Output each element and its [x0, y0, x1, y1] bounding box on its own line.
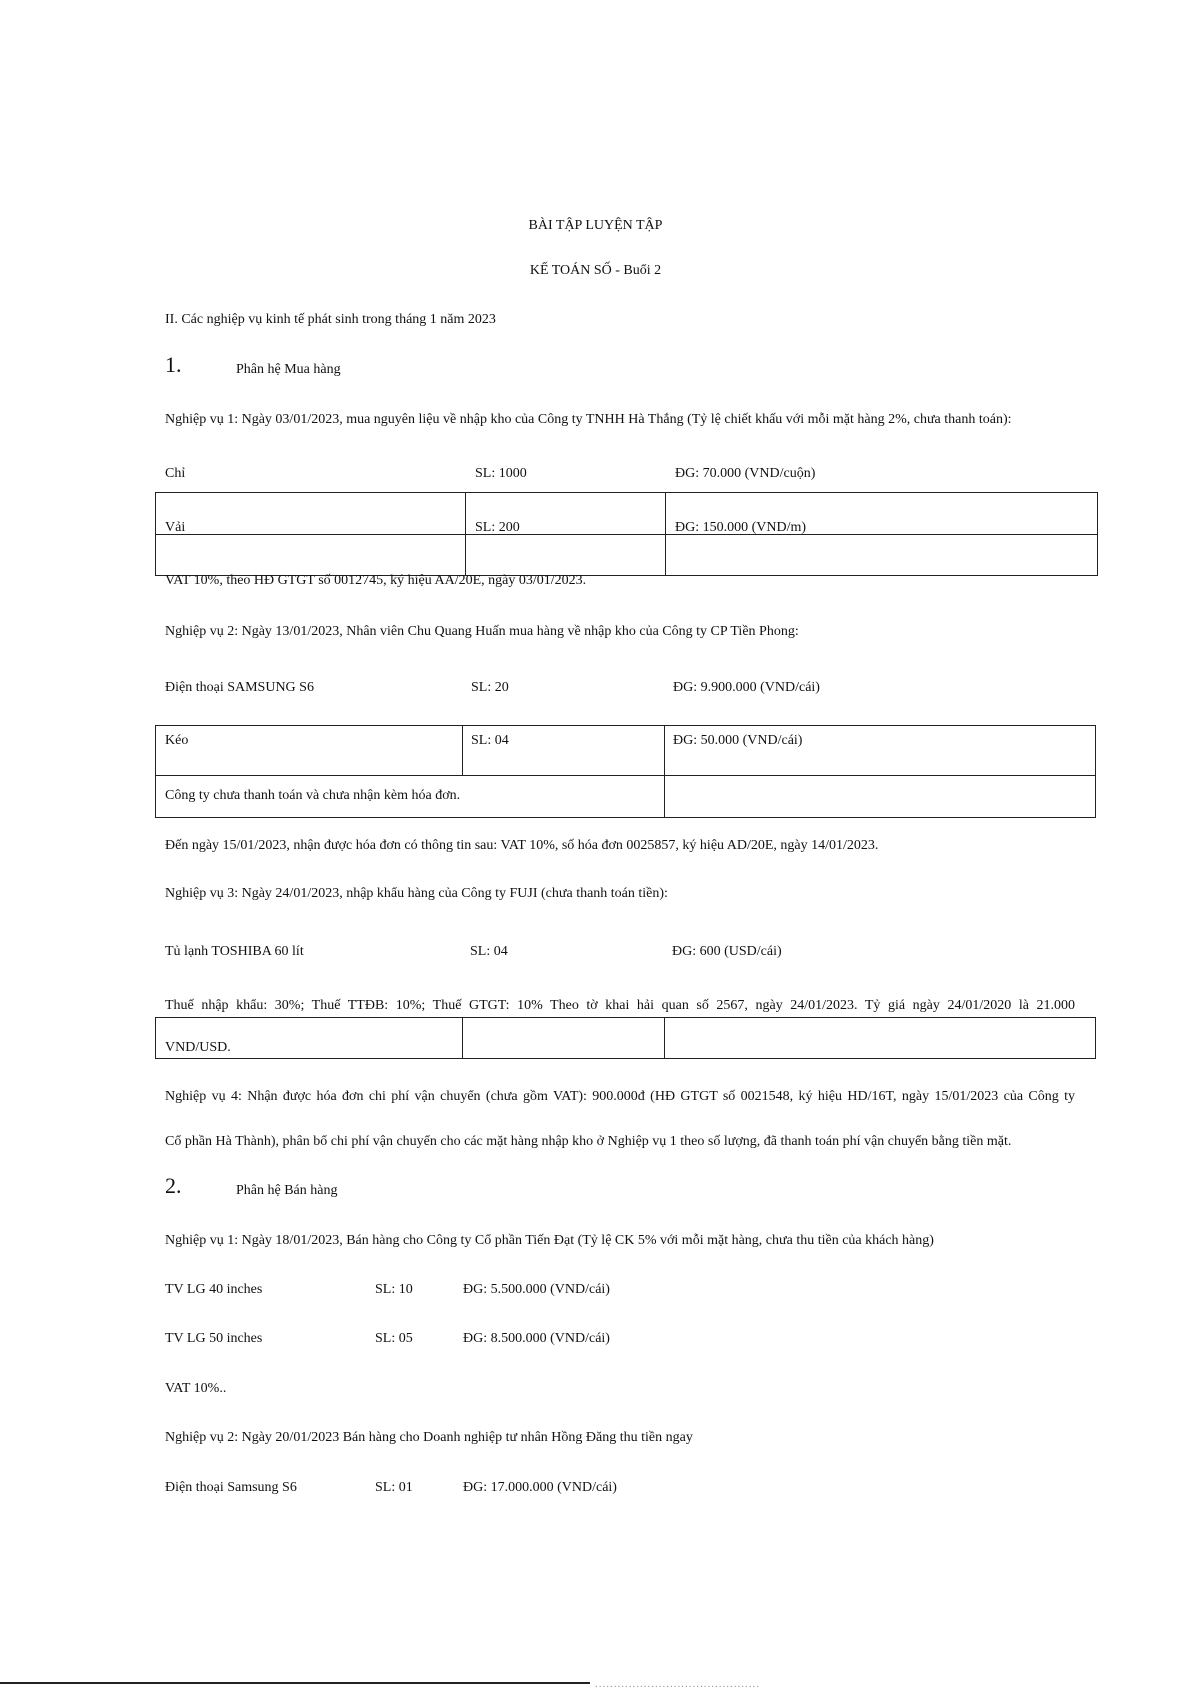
p2-nv2-text: Nghiệp vụ 2: Ngày 20/01/2023 Bán hàng cho Doanh nghiệp tư nhân Hồng Đăng thu tiền ngay: [165, 1430, 693, 1445]
p1-nv2-item1-qty: SL: 20: [471, 680, 509, 695]
table-grid-1-col2: [665, 492, 666, 576]
p1-nv2-item1-price: ĐG: 9.900.000 (VND/cái): [673, 680, 820, 695]
p1-nv3-item-qty: SL: 04: [470, 944, 508, 959]
p1-nv2-invoice: Đến ngày 15/01/2023, nhận được hóa đơn có thông tin sau: VAT 10%, số hóa đơn 0025857, ký hiệu AD/20E, ngày 14/01/2023.: [165, 838, 879, 853]
part1-number: 1.: [165, 352, 182, 377]
p2-nv1-item1-name: TV LG 40 inches: [165, 1282, 263, 1297]
table-grid-2-rule: [155, 775, 1096, 776]
p1-nv2-note: Công ty chưa thanh toán và chưa nhận kèm hóa đơn.: [165, 788, 461, 803]
table-grid-2: [155, 725, 1096, 818]
p1-nv2-item1-name: Điện thoại SAMSUNG S6: [165, 680, 314, 695]
table-grid-3-col2: [664, 1017, 665, 1059]
p2-nv1-item2-name: TV LG 50 inches: [165, 1331, 263, 1346]
p1-nv2-item2-price: ĐG: 50.000 (VND/cái): [673, 733, 803, 748]
p1-nv3-text: Nghiệp vụ 3: Ngày 24/01/2023, nhập khẩu hàng của Công ty FUJI (chưa thanh toán tiền):: [165, 886, 668, 901]
table-grid-3-col1: [462, 1017, 463, 1059]
p2-nv1-item1-price: ĐG: 5.500.000 (VND/cái): [463, 1282, 610, 1297]
p1-nv1-text: Nghiệp vụ 1: Ngày 03/01/2023, mua nguyên liệu về nhập kho của Công ty TNHH Hà Thắng (Tỷ lệ chiết khấu với mỗi mặt hàng 2%, chưa thanh toán):: [165, 412, 1012, 427]
p1-nv1-item1-qty: SL: 1000: [475, 466, 527, 481]
document-subtitle: KẾ TOÁN SỐ - Buổi 2: [529, 263, 662, 278]
p1-nv3-tax-line1: Thuế nhập khẩu: 30%; Thuế TTĐB: 10%; Thuế GTGT: 10% Theo tờ khai hải quan số 2567, ngày 24/01/2023. Tỷ giá ngày 24/01/2020 là 21.000: [165, 998, 1075, 1013]
part1-title: Phân hệ Mua hàng: [236, 362, 341, 377]
part2-number: 2.: [165, 1173, 182, 1198]
p1-nv1-vat: VAT 10%, theo HĐ GTGT số 0012745, ký hiệu AA/20E, ngày 03/01/2023.: [165, 573, 587, 588]
part2-title: Phân hệ Bán hàng: [236, 1183, 338, 1198]
table-grid-1-rule: [155, 534, 1098, 535]
table-grid-3: [155, 1017, 1096, 1059]
page-bottom-rule: [0, 1682, 590, 1684]
p1-nv1-item1-name: Chỉ: [165, 466, 186, 481]
p1-nv1-item2-qty: SL: 200: [475, 520, 520, 535]
p2-nv1-item2-price: ĐG: 8.500.000 (VND/cái): [463, 1331, 610, 1346]
p1-nv2-text: Nghiệp vụ 2: Ngày 13/01/2023, Nhân viên Chu Quang Huấn mua hàng về nhập kho của Công ty CP Tiền Phong:: [165, 624, 799, 639]
p1-nv1-item2-name: Vải: [165, 520, 186, 535]
p2-nv1-text: Nghiệp vụ 1: Ngày 18/01/2023, Bán hàng cho Công ty Cổ phần Tiến Đạt (Tỷ lệ CK 5% với mỗi mặt hàng, chưa thu tiền của khách hàng): [165, 1233, 934, 1248]
p1-nv4-line2: Cổ phần Hà Thành), phân bổ chi phí vận chuyển cho các mặt hàng nhập kho ở Nghiệp vụ 1 theo số lượng, đã thanh toán phí vận chuyển bằng tiền mặt.: [165, 1134, 1012, 1149]
p1-nv3-item-price: ĐG: 600 (USD/cái): [672, 944, 782, 959]
p2-nv1-item2-qty: SL: 05: [375, 1331, 413, 1346]
table-grid-2-col1: [462, 725, 463, 775]
p1-nv4-line1: Nghiệp vụ 4: Nhận được hóa đơn chi phí vận chuyển (chưa gồm VAT): 900.000đ (HĐ GTGT số 0021548, ký hiệu HD/16T, ngày 15/01/2023 của Công ty: [165, 1089, 1075, 1104]
p2-nv1-vat: VAT 10%..: [165, 1381, 227, 1396]
page-bottom-faint-text: ............................................: [595, 1678, 760, 1690]
p2-nv1-item1-qty: SL: 10: [375, 1282, 413, 1297]
p2-nv2-item-qty: SL: 01: [375, 1480, 413, 1495]
p1-nv1-item2-price: ĐG: 150.000 (VND/m): [675, 520, 807, 535]
p1-nv3-item-name: Tủ lạnh TOSHIBA 60 lít: [165, 944, 304, 959]
p1-nv2-item2-name: Kéo: [165, 733, 189, 748]
p2-nv2-item-name: Điện thoại Samsung S6: [165, 1480, 297, 1495]
p1-nv2-item2-qty: SL: 04: [471, 733, 509, 748]
p2-nv2-item-price: ĐG: 17.000.000 (VND/cái): [463, 1480, 617, 1495]
table-grid-2-col2: [664, 725, 665, 818]
section-intro: II. Các nghiệp vụ kinh tế phát sinh trong tháng 1 năm 2023: [165, 312, 496, 327]
p1-nv3-tax-line2: VND/USD.: [165, 1040, 231, 1055]
document-title: BÀI TẬP LUYỆN TẬP: [528, 218, 663, 233]
p1-nv1-item1-price: ĐG: 70.000 (VND/cuộn): [675, 466, 816, 481]
table-grid-1-col1: [465, 492, 466, 576]
